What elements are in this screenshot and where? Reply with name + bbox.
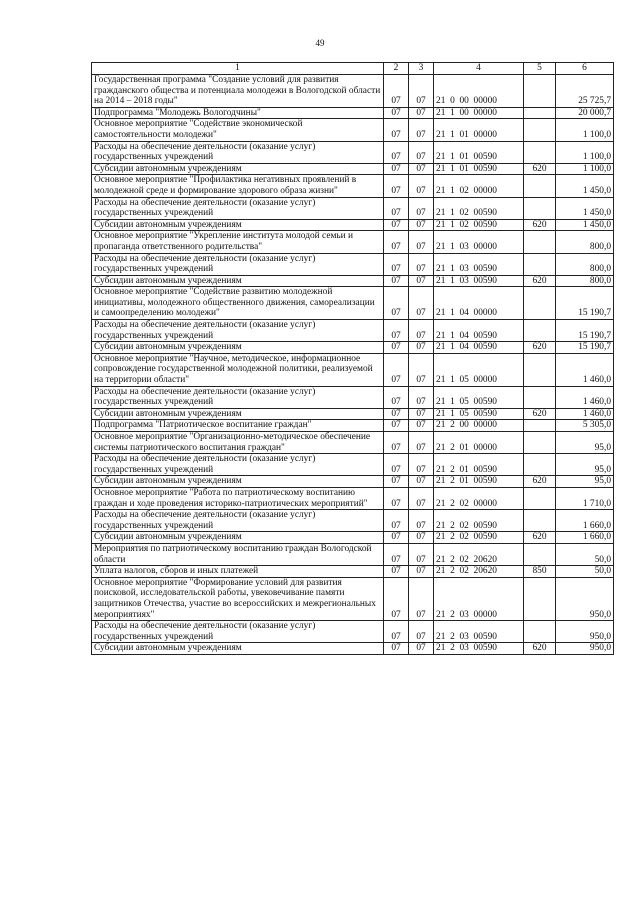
row-name-cell: Субсидии автономным учреждениям bbox=[92, 163, 384, 175]
amount-cell: 800,0 bbox=[556, 275, 614, 287]
row-name-cell: Основное мероприятие "Формирование условий для развития поисковой, исследовательской работы, увековечивание памяти защитников Отечества, участие во всероссийских и межрегиональных мероприятиях" bbox=[92, 577, 384, 620]
expense-type-cell bbox=[524, 197, 556, 219]
amount-cell: 95,0 bbox=[556, 454, 614, 476]
expense-type-cell bbox=[524, 454, 556, 476]
expense-type-cell bbox=[524, 420, 556, 432]
section-code-cell: 07 bbox=[384, 532, 409, 544]
row-name-cell: Расходы на обеспечение деятельности (оказание услуг) государственных учреждений bbox=[92, 621, 384, 643]
amount-cell: 15 190,7 bbox=[556, 287, 614, 320]
table-row bbox=[92, 253, 614, 275]
target-article-cell: 21 2 03 00590 bbox=[434, 621, 524, 643]
target-article-cell: 21 2 02 00000 bbox=[434, 487, 524, 509]
subsection-code-cell: 07 bbox=[409, 532, 434, 544]
target-article-cell: 21 1 03 00590 bbox=[434, 253, 524, 275]
section-code-cell: 07 bbox=[384, 621, 409, 643]
subsection-code-cell: 07 bbox=[409, 219, 434, 231]
table-row bbox=[92, 577, 614, 620]
target-article-cell: 21 2 01 00590 bbox=[434, 476, 524, 488]
expense-type-cell: 620 bbox=[524, 476, 556, 488]
table-row bbox=[92, 621, 614, 643]
column-header-2: 2 bbox=[384, 63, 409, 75]
subsection-code-cell: 07 bbox=[409, 577, 434, 620]
expense-type-cell bbox=[524, 253, 556, 275]
table-row bbox=[92, 432, 614, 454]
target-article-cell: 21 2 02 00590 bbox=[434, 532, 524, 544]
expense-type-cell: 850 bbox=[524, 566, 556, 578]
table-row bbox=[92, 353, 614, 386]
amount-cell: 800,0 bbox=[556, 231, 614, 253]
target-article-cell: 21 1 04 00000 bbox=[434, 287, 524, 320]
target-article-cell: 21 2 00 00000 bbox=[434, 420, 524, 432]
table-row bbox=[92, 231, 614, 253]
row-name-cell: Субсидии автономным учреждениям bbox=[92, 408, 384, 420]
table-row bbox=[92, 386, 614, 408]
row-name-cell: Субсидии автономным учреждениям bbox=[92, 532, 384, 544]
target-article-cell: 21 2 01 00590 bbox=[434, 454, 524, 476]
row-name-cell: Основное мероприятие "Содействие развитию молодежной инициативы, молодежного общественного движения, самореализации и самоопределению молодежи" bbox=[92, 287, 384, 320]
column-header-6: 6 bbox=[556, 63, 614, 75]
target-article-cell: 21 2 03 00590 bbox=[434, 643, 524, 655]
amount-cell: 1 660,0 bbox=[556, 510, 614, 532]
row-name-cell: Расходы на обеспечение деятельности (оказание услуг) государственных учреждений bbox=[92, 386, 384, 408]
section-code-cell: 07 bbox=[384, 107, 409, 119]
row-name-cell: Основное мероприятие "Содействие экономической самостоятельности молодежи" bbox=[92, 119, 384, 141]
table-row bbox=[92, 197, 614, 219]
column-header-4: 4 bbox=[434, 63, 524, 75]
subsection-code-cell: 07 bbox=[409, 107, 434, 119]
target-article-cell: 21 2 02 20620 bbox=[434, 543, 524, 565]
subsection-code-cell: 07 bbox=[409, 543, 434, 565]
table-row bbox=[92, 543, 614, 565]
row-name-cell: Расходы на обеспечение деятельности (оказание услуг) государственных учреждений bbox=[92, 253, 384, 275]
expense-type-cell: 620 bbox=[524, 408, 556, 420]
target-article-cell: 21 2 01 00000 bbox=[434, 432, 524, 454]
row-name-cell: Основное мероприятие "Научное, методическое, информационное сопровождение государственной молодежной политики, реализуемой на территории области" bbox=[92, 353, 384, 386]
subsection-code-cell: 07 bbox=[409, 487, 434, 509]
subsection-code-cell: 07 bbox=[409, 432, 434, 454]
target-article-cell: 21 1 02 00590 bbox=[434, 219, 524, 231]
header-row bbox=[92, 63, 614, 75]
subsection-code-cell: 07 bbox=[409, 320, 434, 342]
section-code-cell: 07 bbox=[384, 353, 409, 386]
section-code-cell: 07 bbox=[384, 386, 409, 408]
amount-cell: 950,0 bbox=[556, 643, 614, 655]
section-code-cell: 07 bbox=[384, 175, 409, 197]
subsection-code-cell: 07 bbox=[409, 275, 434, 287]
amount-cell: 20 000,7 bbox=[556, 107, 614, 119]
table-row bbox=[92, 75, 614, 108]
section-code-cell: 07 bbox=[384, 543, 409, 565]
row-name-cell: Субсидии автономным учреждениям bbox=[92, 342, 384, 354]
table-row bbox=[92, 420, 614, 432]
column-header-5: 5 bbox=[524, 63, 556, 75]
table-row bbox=[92, 219, 614, 231]
row-name-cell: Субсидии автономным учреждениям bbox=[92, 643, 384, 655]
subsection-code-cell: 07 bbox=[409, 342, 434, 354]
row-name-cell: Подпрограмма "Патриотическое воспитание граждан" bbox=[92, 420, 384, 432]
expense-type-cell bbox=[524, 320, 556, 342]
target-article-cell: 21 1 00 00000 bbox=[434, 107, 524, 119]
table-header bbox=[92, 63, 614, 75]
table-row bbox=[92, 342, 614, 354]
row-name-cell: Основное мероприятие "Укрепление института молодой семьи и пропаганда ответственного родительства" bbox=[92, 231, 384, 253]
target-article-cell: 21 2 02 20620 bbox=[434, 566, 524, 578]
subsection-code-cell: 07 bbox=[409, 253, 434, 275]
row-name-cell: Расходы на обеспечение деятельности (оказание услуг) государственных учреждений bbox=[92, 141, 384, 163]
subsection-code-cell: 07 bbox=[409, 454, 434, 476]
target-article-cell: 21 2 03 00000 bbox=[434, 577, 524, 620]
expense-type-cell bbox=[524, 543, 556, 565]
expense-type-cell bbox=[524, 577, 556, 620]
target-article-cell: 21 1 02 00000 bbox=[434, 175, 524, 197]
table-row bbox=[92, 476, 614, 488]
table-row bbox=[92, 454, 614, 476]
table-row bbox=[92, 175, 614, 197]
subsection-code-cell: 07 bbox=[409, 119, 434, 141]
section-code-cell: 07 bbox=[384, 342, 409, 354]
subsection-code-cell: 07 bbox=[409, 566, 434, 578]
budget-table bbox=[91, 62, 614, 655]
section-code-cell: 07 bbox=[384, 287, 409, 320]
subsection-code-cell: 07 bbox=[409, 163, 434, 175]
table-row bbox=[92, 532, 614, 544]
table-row bbox=[92, 119, 614, 141]
amount-cell: 1 660,0 bbox=[556, 532, 614, 544]
target-article-cell: 21 1 05 00590 bbox=[434, 386, 524, 408]
expense-type-cell bbox=[524, 231, 556, 253]
target-article-cell: 21 0 00 00000 bbox=[434, 75, 524, 108]
section-code-cell: 07 bbox=[384, 476, 409, 488]
expense-type-cell: 620 bbox=[524, 163, 556, 175]
table-row bbox=[92, 275, 614, 287]
section-code-cell: 07 bbox=[384, 432, 409, 454]
expense-type-cell bbox=[524, 75, 556, 108]
row-name-cell: Расходы на обеспечение деятельности (оказание услуг) государственных учреждений bbox=[92, 454, 384, 476]
section-code-cell: 07 bbox=[384, 275, 409, 287]
subsection-code-cell: 07 bbox=[409, 141, 434, 163]
target-article-cell: 21 1 05 00000 bbox=[434, 353, 524, 386]
section-code-cell: 07 bbox=[384, 231, 409, 253]
target-article-cell: 21 1 01 00590 bbox=[434, 163, 524, 175]
amount-cell: 1 450,0 bbox=[556, 175, 614, 197]
expense-type-cell bbox=[524, 107, 556, 119]
expense-type-cell bbox=[524, 287, 556, 320]
row-name-cell: Субсидии автономным учреждениям bbox=[92, 219, 384, 231]
amount-cell: 1 450,0 bbox=[556, 197, 614, 219]
amount-cell: 1 460,0 bbox=[556, 386, 614, 408]
row-name-cell: Государственная программа "Создание условий для развития гражданского общества и потенциала молодежи в Вологодской области на 2014 – 2018 годы" bbox=[92, 75, 384, 108]
amount-cell: 1 100,0 bbox=[556, 119, 614, 141]
expense-type-cell bbox=[524, 119, 556, 141]
subsection-code-cell: 07 bbox=[409, 386, 434, 408]
section-code-cell: 07 bbox=[384, 219, 409, 231]
subsection-code-cell: 07 bbox=[409, 476, 434, 488]
row-name-cell: Мероприятия по патриотическому воспитанию граждан Вологодской области bbox=[92, 543, 384, 565]
table-row bbox=[92, 141, 614, 163]
table-row bbox=[92, 320, 614, 342]
expense-type-cell bbox=[524, 621, 556, 643]
section-code-cell: 07 bbox=[384, 197, 409, 219]
section-code-cell: 07 bbox=[384, 408, 409, 420]
row-name-cell: Расходы на обеспечение деятельности (оказание услуг) государственных учреждений bbox=[92, 510, 384, 532]
table-row bbox=[92, 287, 614, 320]
amount-cell: 95,0 bbox=[556, 432, 614, 454]
subsection-code-cell: 07 bbox=[409, 231, 434, 253]
amount-cell: 50,0 bbox=[556, 566, 614, 578]
section-code-cell: 07 bbox=[384, 119, 409, 141]
target-article-cell: 21 1 01 00000 bbox=[434, 119, 524, 141]
column-header-3: 3 bbox=[409, 63, 434, 75]
expense-type-cell bbox=[524, 432, 556, 454]
amount-cell: 50,0 bbox=[556, 543, 614, 565]
amount-cell: 1 450,0 bbox=[556, 219, 614, 231]
expense-type-cell bbox=[524, 353, 556, 386]
amount-cell: 15 190,7 bbox=[556, 320, 614, 342]
expense-type-cell bbox=[524, 175, 556, 197]
expense-type-cell: 620 bbox=[524, 643, 556, 655]
amount-cell: 95,0 bbox=[556, 476, 614, 488]
table-row bbox=[92, 510, 614, 532]
subsection-code-cell: 07 bbox=[409, 420, 434, 432]
section-code-cell: 07 bbox=[384, 454, 409, 476]
amount-cell: 800,0 bbox=[556, 253, 614, 275]
target-article-cell: 21 1 03 00590 bbox=[434, 275, 524, 287]
amount-cell: 1 460,0 bbox=[556, 353, 614, 386]
row-name-cell: Уплата налогов, сборов и иных платежей bbox=[92, 566, 384, 578]
table-row bbox=[92, 408, 614, 420]
target-article-cell: 21 1 04 00590 bbox=[434, 320, 524, 342]
subsection-code-cell: 07 bbox=[409, 75, 434, 108]
amount-cell: 15 190,7 bbox=[556, 342, 614, 354]
subsection-code-cell: 07 bbox=[409, 408, 434, 420]
row-name-cell: Расходы на обеспечение деятельности (оказание услуг) государственных учреждений bbox=[92, 197, 384, 219]
expense-type-cell: 620 bbox=[524, 219, 556, 231]
table-body bbox=[92, 75, 614, 655]
target-article-cell: 21 1 05 00590 bbox=[434, 408, 524, 420]
expense-type-cell: 620 bbox=[524, 532, 556, 544]
section-code-cell: 07 bbox=[384, 510, 409, 532]
table-row bbox=[92, 566, 614, 578]
section-code-cell: 07 bbox=[384, 420, 409, 432]
amount-cell: 1 460,0 bbox=[556, 408, 614, 420]
subsection-code-cell: 07 bbox=[409, 353, 434, 386]
expense-type-cell bbox=[524, 510, 556, 532]
target-article-cell: 21 1 04 00590 bbox=[434, 342, 524, 354]
amount-cell: 1 100,0 bbox=[556, 163, 614, 175]
subsection-code-cell: 07 bbox=[409, 175, 434, 197]
target-article-cell: 21 2 02 00590 bbox=[434, 510, 524, 532]
subsection-code-cell: 07 bbox=[409, 510, 434, 532]
expense-type-cell: 620 bbox=[524, 275, 556, 287]
amount-cell: 1 100,0 bbox=[556, 141, 614, 163]
row-name-cell: Подпрограмма "Молодежь Вологодчины" bbox=[92, 107, 384, 119]
target-article-cell: 21 1 03 00000 bbox=[434, 231, 524, 253]
section-code-cell: 07 bbox=[384, 75, 409, 108]
table-row bbox=[92, 163, 614, 175]
expense-type-cell: 620 bbox=[524, 342, 556, 354]
amount-cell: 5 305,0 bbox=[556, 420, 614, 432]
row-name-cell: Расходы на обеспечение деятельности (оказание услуг) государственных учреждений bbox=[92, 320, 384, 342]
row-name-cell: Основное мероприятие "Организационно-методическое обеспечение системы патриотического воспитания граждан" bbox=[92, 432, 384, 454]
amount-cell: 950,0 bbox=[556, 621, 614, 643]
expense-type-cell bbox=[524, 141, 556, 163]
table-row bbox=[92, 107, 614, 119]
target-article-cell: 21 1 02 00590 bbox=[434, 197, 524, 219]
section-code-cell: 07 bbox=[384, 566, 409, 578]
row-name-cell: Субсидии автономным учреждениям bbox=[92, 275, 384, 287]
section-code-cell: 07 bbox=[384, 163, 409, 175]
column-header-1: 1 bbox=[92, 63, 384, 75]
page-number: 49 bbox=[315, 38, 325, 48]
section-code-cell: 07 bbox=[384, 141, 409, 163]
amount-cell: 950,0 bbox=[556, 577, 614, 620]
expense-type-cell bbox=[524, 487, 556, 509]
row-name-cell: Основное мероприятие "Работа по патриотическому воспитанию граждан и ходе проведения историко-патриотических мероприятий" bbox=[92, 487, 384, 509]
row-name-cell: Субсидии автономным учреждениям bbox=[92, 476, 384, 488]
subsection-code-cell: 07 bbox=[409, 643, 434, 655]
subsection-code-cell: 07 bbox=[409, 197, 434, 219]
expense-type-cell bbox=[524, 386, 556, 408]
row-name-cell: Основное мероприятие "Профилактика негативных проявлений в молодежной среде и формирование здорового образа жизни" bbox=[92, 175, 384, 197]
amount-cell: 25 725,7 bbox=[556, 75, 614, 108]
table-row bbox=[92, 643, 614, 655]
section-code-cell: 07 bbox=[384, 577, 409, 620]
section-code-cell: 07 bbox=[384, 487, 409, 509]
subsection-code-cell: 07 bbox=[409, 287, 434, 320]
section-code-cell: 07 bbox=[384, 253, 409, 275]
target-article-cell: 21 1 01 00590 bbox=[434, 141, 524, 163]
amount-cell: 1 710,0 bbox=[556, 487, 614, 509]
section-code-cell: 07 bbox=[384, 320, 409, 342]
section-code-cell: 07 bbox=[384, 643, 409, 655]
subsection-code-cell: 07 bbox=[409, 621, 434, 643]
table-row bbox=[92, 487, 614, 509]
